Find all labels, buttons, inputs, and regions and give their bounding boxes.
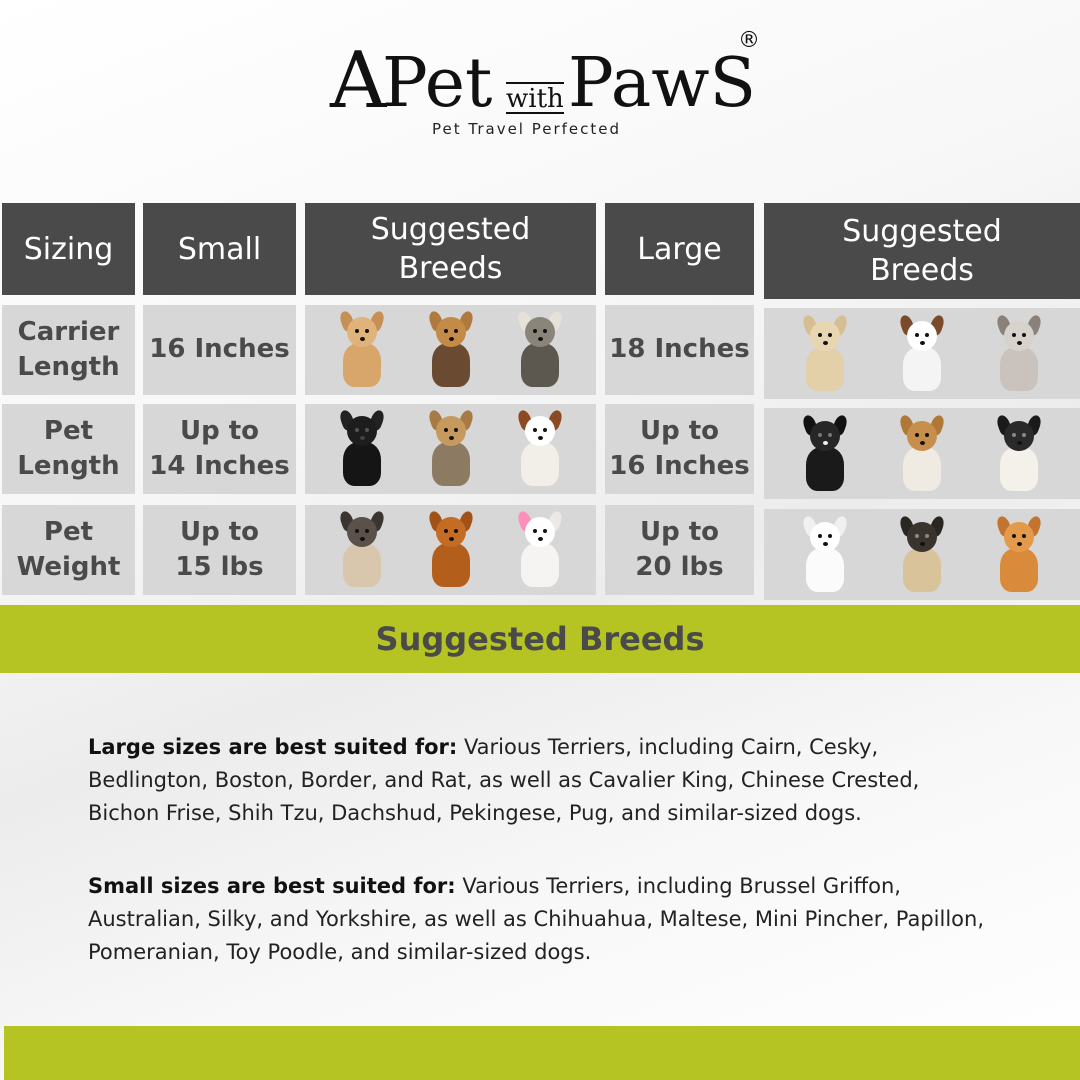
banner-title: Suggested Breeds: [375, 620, 705, 658]
header-sizing: [2, 203, 135, 295]
small-pet-length: [143, 404, 296, 494]
chinese-crested-image: [509, 309, 571, 391]
small-sizes-paragraph: [88, 870, 988, 969]
small-carrier-length: [143, 305, 296, 395]
logo-letter-a: A: [330, 36, 387, 126]
logo-tagline: Pet Travel Perfected: [432, 120, 622, 138]
cesky-terrier-image: [988, 313, 1050, 395]
large-sizes-lead: Large sizes are best suited for:: [88, 735, 458, 759]
row-label-pet-length: [2, 404, 135, 494]
small-sizes-text: Various Terriers, including Brussel Griffon, Australian, Silky, and Yorkshire, as well as Chihuahua, Maltese, Mini Pincher, Papillon, Pomeranian, Toy Poodle, and similar-sized dogs.: [88, 874, 984, 964]
cairn-terrier-image: [794, 313, 856, 395]
row-label-pet-weight: [2, 505, 135, 595]
row-label-carrier-length: [2, 305, 135, 395]
rat-terrier-image: [891, 313, 953, 395]
large-breeds-row-1: [764, 308, 1080, 399]
large-value-text: Up to 20 lbs: [635, 516, 724, 582]
small-value-text: Up to 15 lbs: [175, 516, 264, 582]
small-breeds-row-3: [305, 505, 596, 595]
registered-mark: ®: [738, 28, 760, 53]
brussels-griffon-image: [331, 509, 393, 591]
maltese-image: [509, 509, 571, 591]
header-suggested-breeds-large: [764, 203, 1080, 299]
yorkshire-terrier-image: [420, 309, 482, 391]
large-value-text: 18 Inches: [609, 334, 750, 365]
papillon-image: [509, 408, 571, 490]
row-label-text: Pet Weight: [16, 516, 121, 582]
logo-word-paws: PawS: [568, 44, 757, 123]
logo-word-pet: Pet: [382, 44, 493, 123]
large-breeds-row-2: [764, 408, 1080, 499]
chihuahua-image: [331, 309, 393, 391]
small-breeds-row-1: [305, 305, 596, 395]
border-terrier-image: [891, 413, 953, 495]
brand-logo: [330, 28, 770, 148]
header-suggested-breeds-small: [305, 203, 596, 295]
large-sizes-paragraph: [88, 731, 988, 830]
header-large-label: Large: [637, 231, 722, 267]
header-suggested-large-label: Suggested Breeds: [842, 214, 1002, 288]
toy-poodle-image: [331, 408, 393, 490]
large-breeds-row-3: [764, 509, 1080, 600]
large-carrier-length: [605, 305, 754, 395]
large-sizes-text: Various Terriers, including Cairn, Cesky, Bedlington, Boston, Border, and Rat, as well as Cavalier King, Chinese Crested, Bichon Frise, Shih Tzu, Dachshud, Pekingese, Pug, and similar-sized dogs.: [88, 735, 920, 825]
header-large: [605, 203, 754, 295]
row-label-text: Carrier Length: [17, 316, 120, 382]
suggested-breeds-banner: [0, 605, 1080, 673]
large-pet-weight: [605, 505, 754, 595]
header-sizing-label: Sizing: [23, 231, 114, 267]
small-pet-weight: [143, 505, 296, 595]
small-value-text: 16 Inches: [149, 334, 290, 365]
footer-accent-bar: [4, 1026, 1080, 1080]
header-small: [143, 203, 296, 295]
large-value-text: Up to 16 Inches: [609, 415, 750, 481]
small-sizes-lead: Small sizes are best suited for:: [88, 874, 456, 898]
silky-terrier-image: [420, 408, 482, 490]
bichon-frise-image: [794, 514, 856, 596]
small-value-text: Up to 14 Inches: [149, 415, 290, 481]
pomeranian-image: [420, 509, 482, 591]
header-small-label: Small: [177, 231, 262, 267]
header-suggested-small-label: Suggested Breeds: [370, 212, 531, 286]
small-breeds-row-2: [305, 404, 596, 494]
cavalier-king-charles-image: [988, 413, 1050, 495]
row-label-text: Pet Length: [17, 415, 120, 481]
large-pet-length: [605, 404, 754, 494]
boston-terrier-image: [794, 413, 856, 495]
logo-word-with: with: [506, 84, 564, 114]
pekingese-image: [988, 514, 1050, 596]
pug-image: [891, 514, 953, 596]
